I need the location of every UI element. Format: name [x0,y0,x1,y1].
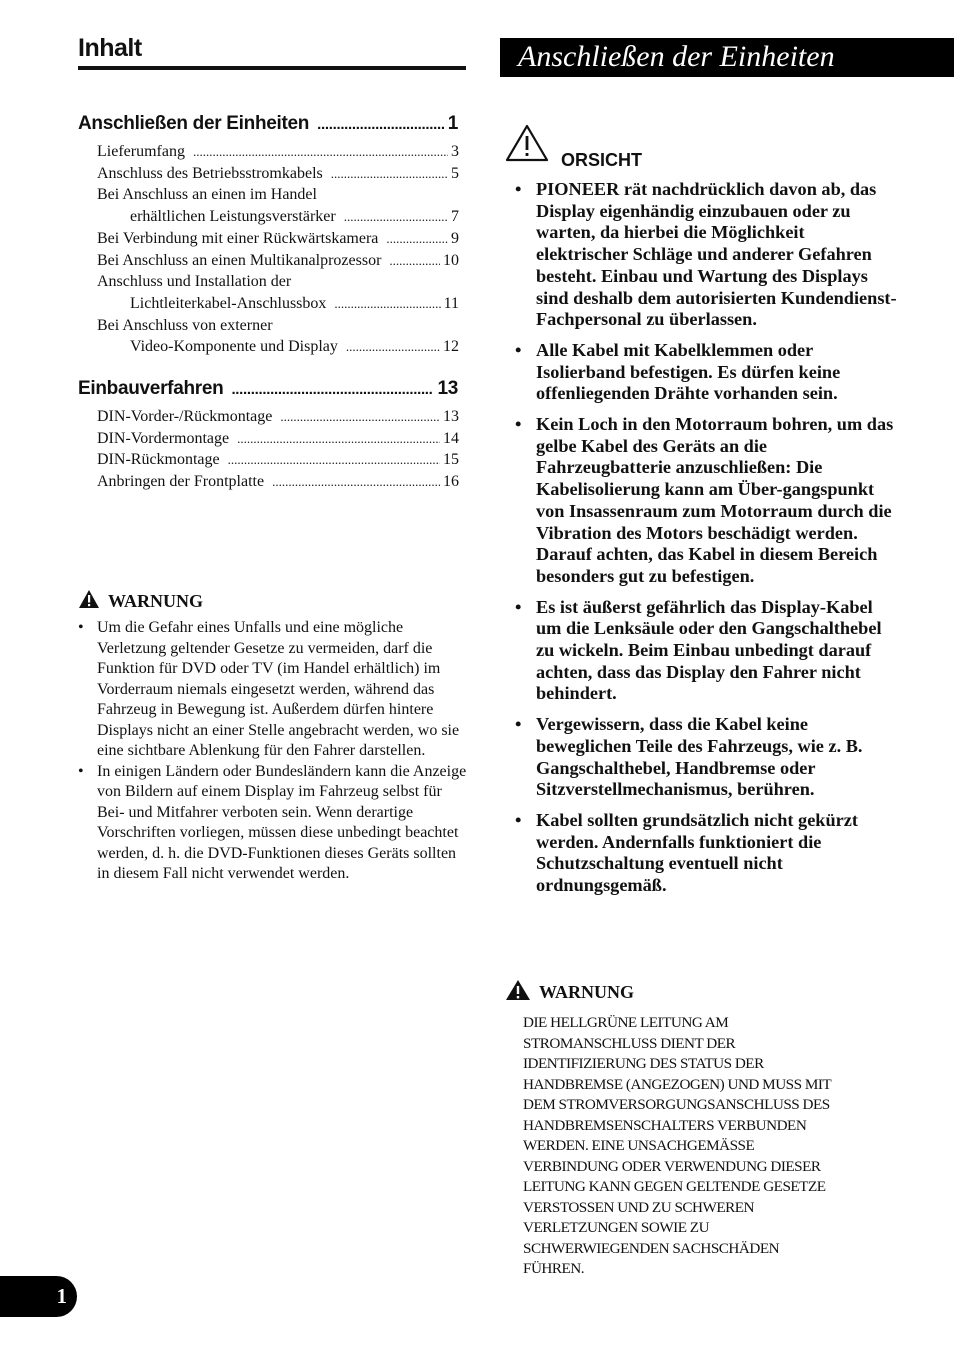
caution-item: • Alle Kabel mit Kabelklemmen oder Isolierband befestigen. Es dürfen keine offenliegenden Drähte vorhanden sein. [505,340,900,405]
toc-entry[interactable] [97,471,459,493]
toc-dot-leader [228,449,440,471]
warning-text-line: SCHWERWIEGENDEN SACHSCHÄDEN [523,1239,780,1257]
warning-text-line: HANDBREMSE (ANGEZOGEN) UND MUSS MIT [523,1075,832,1093]
toc-entry[interactable] [97,271,459,314]
caution-item: • Vergewissern, dass die Kabel keine beweglichen Teile des Fahrzeugs, wie z. B. Gangschalthebel, Handbremse oder Sitzverstellmechanismus, berühren. [505,714,900,801]
caution-list [505,179,900,897]
toc-entry-title: Video-Komponente und Display [130,338,338,356]
toc-dot-leader [346,336,440,358]
toc-entry-list [97,406,459,493]
section-title: Anschließen der Einheiten [518,40,835,73]
caution-item: • Es ist äußerst gefährlich das Display-Kabel um die Lenksäule oder den Gangschalthebel zu wickeln. Beim Einbau unbedingt darauf achten, dass das Display den Fahrer nicht behindert. [505,597,900,706]
toc-section-page: 1 [447,113,458,134]
caution-item: • PIONEER rät nachdrücklich davon ab, das Display eigenhändig einzubauen oder zu warten, da hierbei die Möglichkeit elektrischer Schläge und anderer Gefahren besteht. Einbau und Wartung des Displays sind deshalb dem autorisierten Kundendienst-Fachpersonal zu überlassen. [505,179,900,331]
caution-item: • Kein Loch in den Motorraum bohren, um das gelbe Kabel des Geräts an die Fahrzeugbatterie anzuschließen: Die Kabelisolierung kann am Über-gangspunkt von Insassenraum zum Motorraum durch die Vibration des Motors beschädigt werden. Darauf achten, das Kabel in diesem Bereich besonders gut zu befestigen. [505,414,900,588]
warning-text-line: IDENTIFIZIERUNG DES STATUS DER [523,1055,764,1072]
toc-entry-title: Lieferumfang [97,143,185,160]
toc-entry-title: DIN-Rückmontage [97,451,220,469]
toc-entry[interactable] [97,228,459,250]
toc-entry-title: Lichtleiterkabel-Anschlussbox [130,294,327,312]
warning-box [78,589,468,885]
warning-text-line: DIE HELLGRÜNE LEITUNG AM [523,1014,729,1031]
warning-text-line: LEITUNG KANN GEGEN GELTENDE GESETZE [523,1178,826,1195]
toc-entry-title: Anschluss des Betriebsstromkabels [97,164,323,182]
toc-dot-leader [272,471,440,493]
toc-dot-leader [237,428,440,450]
warning-text-line: WERDEN. EINE UNSACHGEMÄSSE [523,1137,755,1154]
toc-entry[interactable] [97,250,459,272]
toc-entry-page: 12 [443,338,459,356]
toc-entry-title: Bei Verbindung mit einer Rückwärtskamera [97,229,379,247]
caution-triangle-icon [505,124,549,167]
toc-entry-title-line: Anschluss und Installation der [97,273,292,291]
toc-entry-title: Anbringen der Frontplatte [97,473,265,491]
toc-entry-page: 9 [451,229,459,247]
warning-heading [78,589,468,614]
toc-entry[interactable] [97,428,459,450]
warning-box [505,979,900,1280]
toc-dot-leader [344,206,448,228]
toc-dot-leader [231,381,433,398]
warning-text-line: VERBINDUNG ODER VERWENDUNG DIESER [523,1157,821,1175]
toc-entry-page: 3 [451,143,459,160]
page-number: 1 [56,1284,67,1308]
toc-dot-leader [334,293,440,315]
toc-section-page: 13 [437,378,458,399]
toc-entry-page: 5 [451,164,459,182]
caution-box [505,124,900,906]
warning-text-line: STROMANSCHLUSS DIENT DER [523,1034,736,1052]
warning-list [78,618,468,885]
page-number-badge [0,1276,77,1317]
toc-entry-page: 13 [443,408,459,425]
warning-text-line: VERLETZUNGEN SOWIE ZU [523,1219,710,1236]
toc-entry-title: DIN-Vordermontage [97,429,230,447]
warning-heading-text: WARNUNG [108,591,204,611]
toc-section-title: Einbauverfahren [78,378,224,399]
toc-section-heading[interactable] [78,113,458,135]
caution-heading [505,124,900,170]
toc-section-heading[interactable] [78,378,458,400]
toc-entry-title-line: Bei Anschluss von externer [97,316,273,334]
warning-heading [505,979,900,1006]
warning-text [523,1013,900,1280]
toc-entry-title: erhältlichen Leistungsverstärker [130,208,336,226]
toc-dot-leader [280,406,440,428]
toc-entry-title: Bei Anschluss an einen Multikanalprozessor [97,251,382,269]
warning-text-line: VERSTOSSEN UND ZU SCHWEREN [523,1198,755,1216]
toc-divider [78,66,466,70]
toc-entry[interactable] [97,184,459,227]
caution-heading-text: ORSICHT [561,150,642,170]
warning-heading-text: WARNUNG [539,982,635,1002]
warning-triangle-icon [78,589,108,614]
warning-triangle-icon [505,979,539,1006]
toc-dot-leader [193,141,448,163]
toc-title: Inhalt [78,34,142,62]
toc-dot-leader [317,116,444,133]
warning-item: • Um die Gefahr eines Unfalls und eine mögliche Verletzung geltender Gesetze zu vermeiden, darf die Funktion für DVD oder TV (im Handel erhältlich) im Vorderraum niemals eingesetzt werden, während das Fahrzeug in Bewegung ist. Außerdem dürfen hintere Displays nicht an einer Stelle angebracht werden, wo sie eine sichtbare Ablenkung für den Fahrer darstellen. [78,618,468,762]
toc-entry-page: 10 [443,251,459,269]
toc-entry-page: 14 [443,429,459,447]
toc-entry-page: 11 [443,294,459,312]
toc-dot-leader [389,250,440,272]
caution-item: • Kabel sollten grundsätzlich nicht gekürzt werden. Andernfalls funktioniert die Schutzschaltung eventuell nicht ordnungsgemäß. [505,810,900,897]
toc-dot-leader [331,163,448,185]
warning-text-line: FÜHREN. [523,1260,585,1277]
toc-entry-title: DIN-Vorder-/Rückmontage [97,408,273,425]
toc-entry[interactable] [97,141,459,163]
toc-dot-leader [386,228,448,250]
toc-entry-title-line: Bei Anschluss an einen im Handel [97,186,317,204]
toc-entry[interactable] [97,406,459,428]
toc-entry-page: 15 [443,451,459,469]
toc-entry[interactable] [97,163,459,185]
toc-entry-list [97,141,459,358]
toc-entry[interactable] [97,315,459,358]
toc-section-title: Anschließen der Einheiten [78,113,310,134]
toc-entry-page: 7 [451,208,459,226]
toc-entry-page: 16 [443,473,459,491]
warning-text-line: DEM STROMVERSORGUNGSANSCHLUSS DES [523,1096,830,1113]
toc-entry[interactable] [97,449,459,471]
section-banner [500,38,954,77]
warning-text-line: HANDBREMSENSCHALTERS VERBUNDEN [523,1116,807,1134]
warning-item: • In einigen Ländern oder Bundesländern kann die Anzeige von Bildern auf einem Display im Fahrzeug selbst für Bei- und Mitfahrer verboten sein. Wenn derartige Vorschriften vorliegen, müssen diese unbedingt beachtet werden, d. h. die DVD-Funktionen dieses Geräts sollten in diesem Fall nicht verwendet werden. [78,762,468,885]
